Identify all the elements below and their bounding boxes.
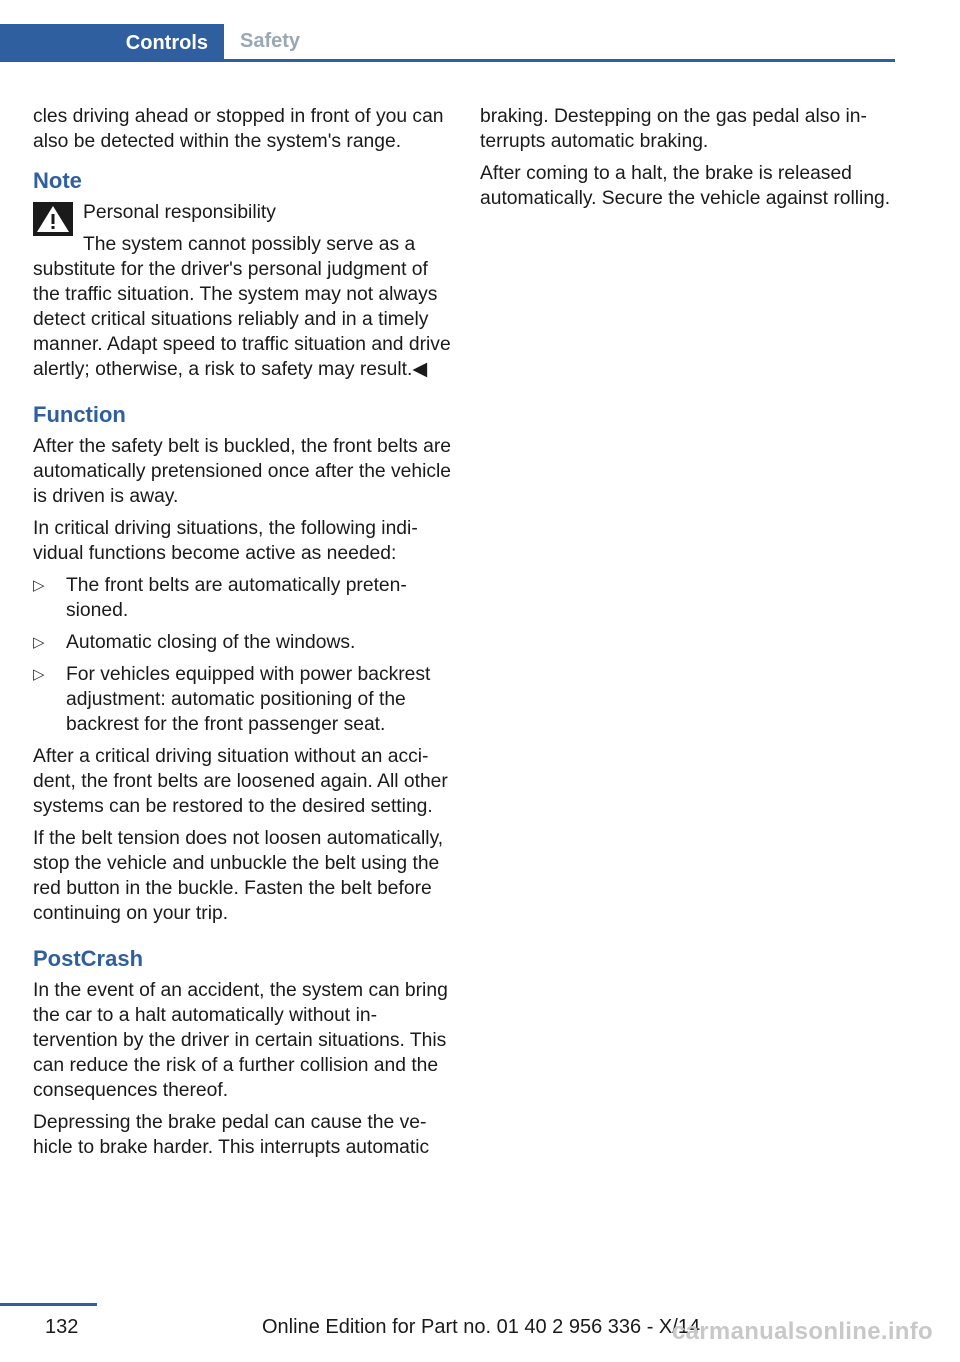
bullet-triangle-icon: ▷: [33, 666, 45, 683]
list-item: [33, 662, 451, 737]
tab-safety-label: Safety: [240, 30, 301, 52]
function-heading: Function: [33, 402, 126, 427]
warning-block: [33, 200, 451, 382]
page-number: 132: [45, 1316, 79, 1338]
left-column: [33, 104, 451, 1167]
warning-triangle-icon: [33, 202, 73, 236]
function-paragraph-3: After a critical driving situation without an accident, the front belts are loosened again. All other systems can be restored to the desired setting.: [33, 746, 448, 817]
postcrash-paragraph-1: In the event of an accident, the system can bring the car to a halt automatically without intervention by the driver in certain situations. This can reduce the risk of a further collision and the consequences thereof.: [33, 980, 448, 1101]
list-item-text: Automatic closing of the windows.: [66, 632, 356, 653]
intro-paragraph: cles driving ahead or stopped in front of you can also be detected within the system's range.: [33, 106, 444, 152]
footer-rule: [0, 1303, 97, 1306]
warning-title: Personal responsibility: [83, 202, 276, 223]
list-item: [33, 630, 451, 655]
list-item-text: The front belts are automatically pretensioned.: [66, 575, 407, 621]
tab-controls-label: Controls: [125, 31, 208, 54]
tab-controls[interactable]: [0, 24, 224, 62]
bullet-triangle-icon: ▷: [33, 634, 45, 651]
halt-paragraph: After coming to a halt, the brake is released automatically. Secure the vehicle against rolling.: [480, 163, 891, 209]
warning-first-line: The system cannot possibly serve as a: [83, 234, 416, 255]
right-column: [480, 104, 898, 218]
braking-paragraph: braking. Destepping on the gas pedal also interrupts automatic braking.: [480, 106, 867, 152]
tab-safety[interactable]: [240, 24, 300, 59]
list-item-text: For vehicles equipped with power backrest adjustment: automatic positioning of the backrest for the front passenger seat.: [66, 664, 431, 735]
edition-note: Online Edition for Part no. 01 40 2 956 336 - X/14: [262, 1316, 701, 1338]
watermark: carmanualsonline.info: [672, 1318, 934, 1345]
list-item: [33, 573, 451, 623]
chapter-tab-bar: [0, 24, 895, 62]
postcrash-heading: PostCrash: [33, 946, 144, 971]
function-paragraph-1: After the safety belt is buckled, the front belts are automatically pretensioned once after the vehicle is driven is away.: [33, 436, 452, 507]
note-heading: Note: [33, 168, 82, 193]
bullet-triangle-icon: ▷: [33, 577, 45, 594]
postcrash-paragraph-2: Depressing the brake pedal can cause the vehicle to brake harder. This interrupts automatic: [33, 1112, 430, 1158]
header-rule: [0, 59, 895, 62]
function-paragraph-2: In critical driving situations, the following individual functions become active as needed:: [33, 518, 418, 564]
function-paragraph-4: If the belt tension does not loosen automatically, stop the vehicle and unbuckle the belt using the red button in the buckle. Fasten the belt before continuing on your trip.: [33, 828, 444, 924]
warning-body: substitute for the driver's personal judgment of the traffic situation. The system may not always detect critical situations reliably and in a timely manner. Adapt speed to traffic situation and drive alertly; otherwise, a risk to safety may result.◀: [33, 259, 451, 380]
function-list: [33, 573, 451, 737]
